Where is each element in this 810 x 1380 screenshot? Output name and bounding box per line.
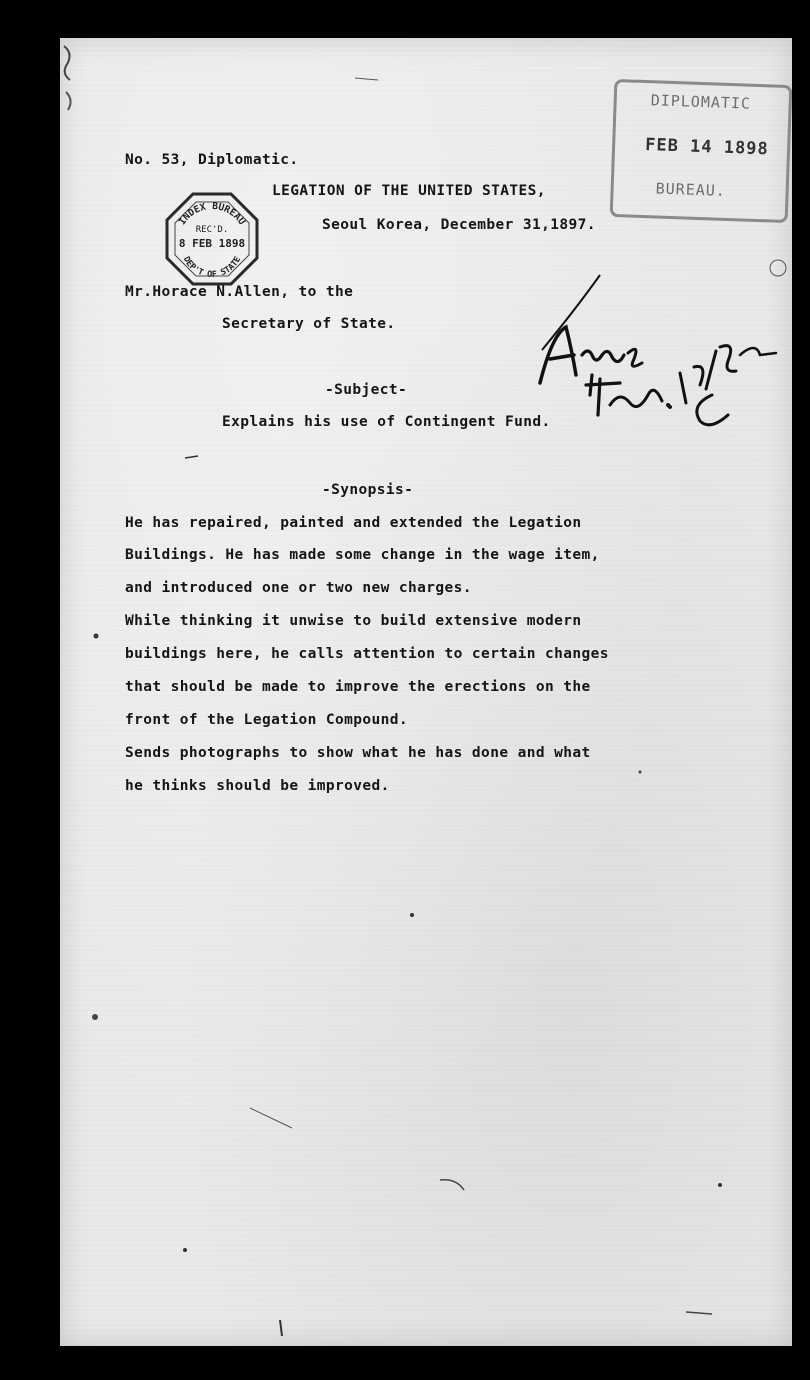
synopsis-line: that should be made to improve the erections on the <box>125 679 591 695</box>
stamp-bureau: BUREAU. <box>655 179 727 200</box>
synopsis-line: buildings here, he calls attention to certain changes <box>125 646 609 662</box>
seal-bottom-text: DEP'T OF STATE <box>180 255 244 281</box>
handwritten-answered-note <box>530 255 790 435</box>
seal-top-text: INDEX BUREAU <box>176 200 248 228</box>
svg-text:DEP'T OF STATE <box>181 255 243 280</box>
synopsis-heading: -Synopsis- <box>322 482 414 498</box>
synopsis-line: front of the Legation Compound. <box>125 712 409 728</box>
index-bureau-seal <box>163 190 261 288</box>
subject-heading: -Subject- <box>325 382 408 398</box>
place-date: Seoul Korea, December 31,1897. <box>322 217 596 233</box>
synopsis-line: While thinking it unwise to build extensive modern <box>125 613 582 629</box>
synopsis-line: he thinks should be improved. <box>125 778 390 794</box>
to-line: Secretary of State. <box>222 316 396 332</box>
synopsis-line: and introduced one or two new charges. <box>125 580 472 596</box>
from-line: Mr.Horace N.Allen, to the <box>125 284 354 300</box>
paper-edge-mark <box>60 40 80 120</box>
legation-heading: LEGATION OF THE UNITED STATES, <box>272 183 546 199</box>
diplomatic-bureau-stamp <box>610 79 793 223</box>
synopsis-line: Sends photographs to show what he has done and what <box>125 745 591 761</box>
document-number: No. 53, Diplomatic. <box>125 152 299 168</box>
synopsis-line: He has repaired, painted and extended the Legation <box>125 515 582 531</box>
synopsis-line: Buildings. He has made some change in the wage item, <box>125 547 600 563</box>
stamp-title: DIPLOMATIC <box>650 91 752 113</box>
seal-recd: REC'D. <box>195 225 229 235</box>
seal-date: 8 FEB 1898 <box>178 237 246 250</box>
svg-text:INDEX BUREAU <box>177 201 248 227</box>
subject-text: Explains his use of Contingent Fund. <box>222 414 551 430</box>
stamp-date: FEB 14 1898 <box>644 135 770 160</box>
